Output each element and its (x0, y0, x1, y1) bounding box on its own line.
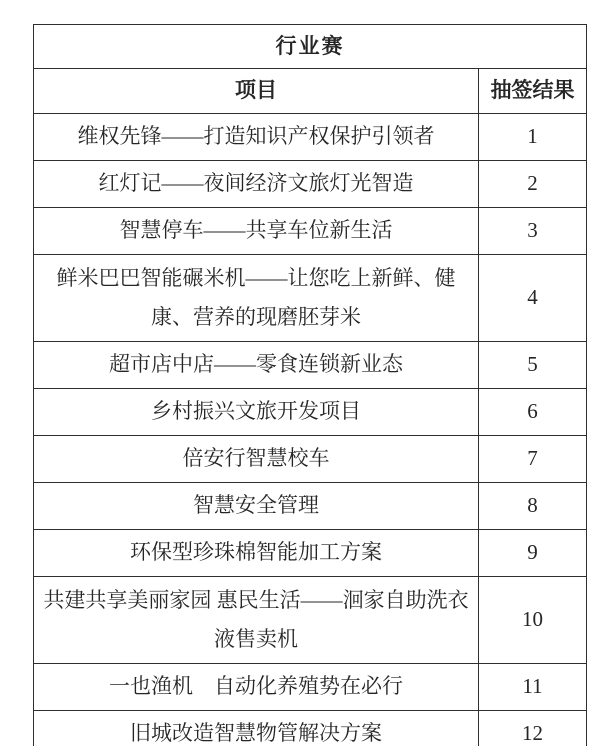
project-cell: 乡村振兴文旅开发项目 (34, 388, 479, 435)
table-row (34, 160, 587, 207)
project-cell: 一也渔机 自动化养殖势在必行 (34, 663, 479, 710)
result-cell: 7 (479, 435, 587, 482)
table-row (34, 207, 587, 254)
table-row (34, 529, 587, 576)
column-header-result: 抽签结果 (479, 68, 587, 113)
project-cell: 共建共享美丽家园 惠民生活——洄家自助洗衣液售卖机 (34, 576, 479, 663)
table-row (34, 341, 587, 388)
result-cell: 9 (479, 529, 587, 576)
table-row (34, 113, 587, 160)
table-header-row (34, 68, 587, 113)
project-cell: 维权先锋——打造知识产权保护引领者 (34, 113, 479, 160)
project-cell: 环保型珍珠棉智能加工方案 (34, 529, 479, 576)
project-cell: 智慧停车——共享车位新生活 (34, 207, 479, 254)
table-row (34, 482, 587, 529)
result-cell: 1 (479, 113, 587, 160)
table-row (34, 663, 587, 710)
result-cell: 2 (479, 160, 587, 207)
column-header-project: 项目 (34, 68, 479, 113)
result-cell: 4 (479, 254, 587, 341)
result-cell: 12 (479, 710, 587, 746)
project-cell: 倍安行智慧校车 (34, 435, 479, 482)
project-cell: 智慧安全管理 (34, 482, 479, 529)
table-row (34, 254, 587, 341)
table-row (34, 435, 587, 482)
result-cell: 5 (479, 341, 587, 388)
table-row (34, 388, 587, 435)
project-cell: 红灯记——夜间经济文旅灯光智造 (34, 160, 479, 207)
project-cell: 超市店中店——零食连锁新业态 (34, 341, 479, 388)
table-row (34, 710, 587, 746)
result-cell: 6 (479, 388, 587, 435)
project-cell: 旧城改造智慧物管解决方案 (34, 710, 479, 746)
industry-draw-table (33, 24, 587, 746)
table-title-row (34, 25, 587, 69)
result-cell: 3 (479, 207, 587, 254)
result-cell: 11 (479, 663, 587, 710)
table-title: 行业赛 (34, 25, 587, 69)
table-row (34, 576, 587, 663)
project-cell: 鲜米巴巴智能碾米机——让您吃上新鲜、健康、营养的现磨胚芽米 (34, 254, 479, 341)
result-cell: 10 (479, 576, 587, 663)
result-cell: 8 (479, 482, 587, 529)
